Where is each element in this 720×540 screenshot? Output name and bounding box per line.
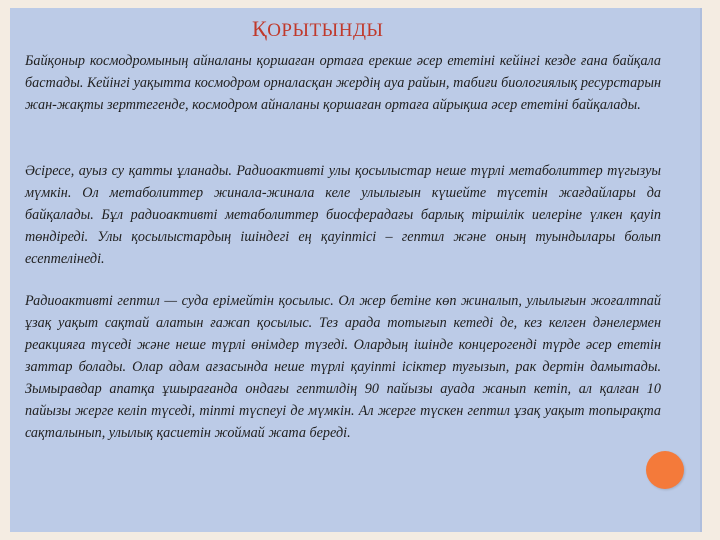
slide-title-initial: Қ (252, 16, 268, 41)
paragraph-water: Әсіресе, ауыз су қатты ұланады. Радиоактивті улы қосылыстар неше түрлі метаболиттер түгызуы мүмкін. Ол метаболиттер жинала-жинала келе улылығын күшейте түсетін жағдайлары да байқалады. Бұл радиоактивті метаболиттер биосферадағы барлық тіршілік иелеріне үлкен қауіп төндіреді. Улы қосылыстардың ішіндегі ең қауіптісі – гептил және оның туындылары болып есептелінеді. (25, 163, 661, 267)
slide-title (252, 16, 383, 42)
paragraph-heptyl: Радиоактивті гептил — суда ерімейтін қосылыс. Ол жер бетіне көп жиналып, улылығын жоғалтпай ұзақ уақыт сақтай алатын ғажап қосылыс. Тез арада тотығып кетеді де, кез келген дәнелермен реакцияға түседі және неше түрлі өнімдер түзеді. Олардың ішінде концерогенді түрде әсер ететін заттар болады. Олар адам ағзасында неше түрлі қауіпті ісіктер туғызып, рак дертін дамытады. Зымыравдар апатқа ұшырағанда ондағы гептилдің 90 пайызы ауада жанып кетіп, ал қалған 10 пайызы жерге келіп түседі, тіпті түспеуі де мүмкін. Ал жерге түскен гептил ұзақ уақыт топырақта сақталынып, улылық қасиетін жоймай жата береді. (25, 293, 661, 441)
slide-title-rest: ОРЫТЫНДЫ (267, 20, 384, 41)
paragraph-intro: Байқоныр космодромының айналаны қоршаған ортаға ерекше әсер ететіні кейінгі кезде ғана байқала бастады. Кейінгі уақытта космодром орналасқан жердің ауа райын, табиғи биологиялық ресурстарын жан-жақты зерттегенде, космодром айналаны қоршаған ортаға айрықша әсер ететіні байқалады. (25, 53, 661, 113)
decorative-circle-icon (646, 451, 684, 489)
